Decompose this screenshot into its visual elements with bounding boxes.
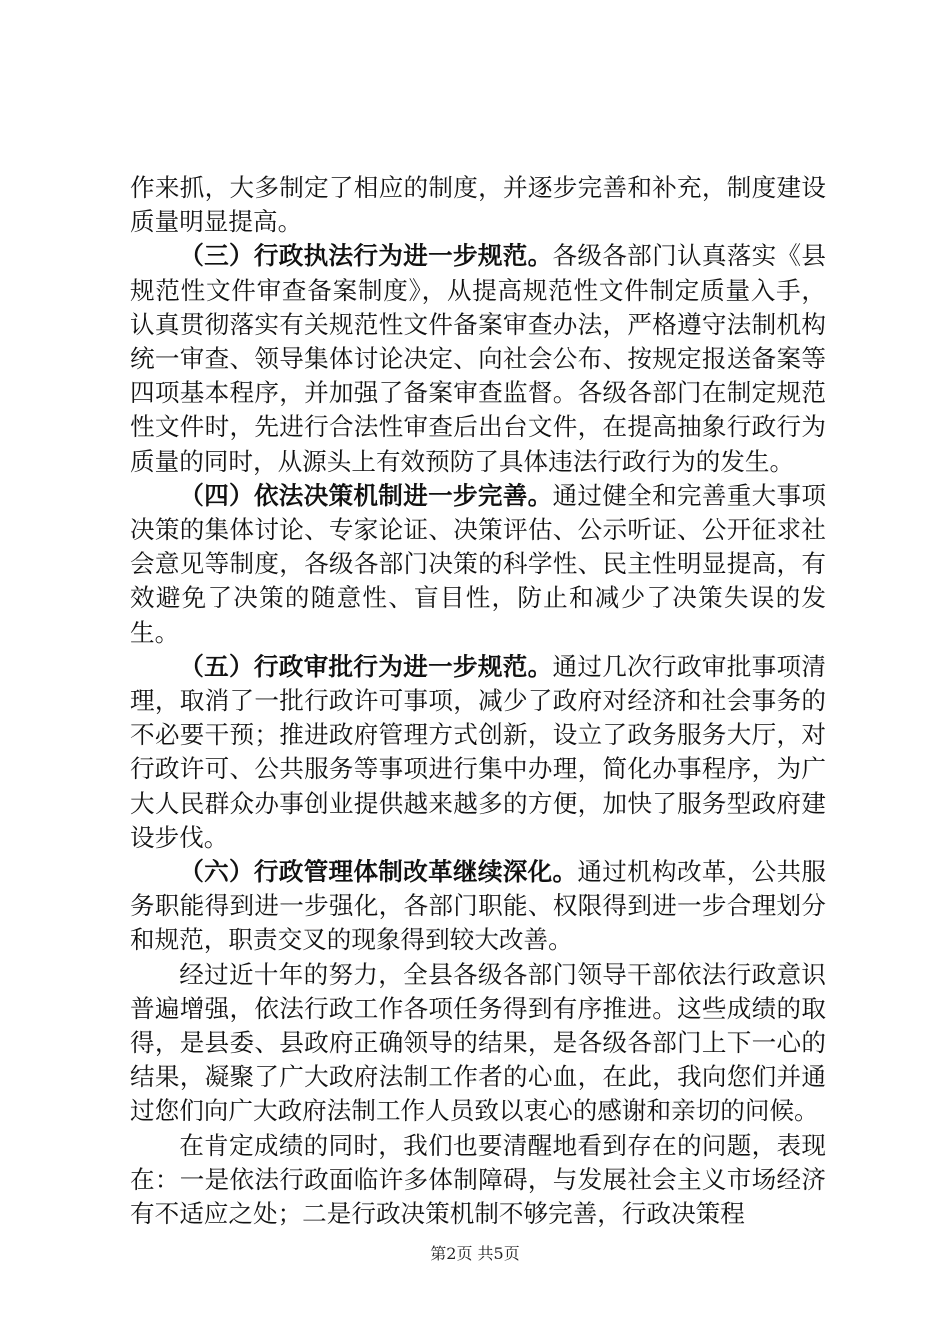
section-three-heading: （三）行政执法行为进一步规范。 — [179, 241, 553, 271]
paragraph-4 — [130, 650, 826, 855]
page-footer — [0, 1244, 950, 1264]
paragraph-6 — [130, 958, 826, 1129]
section-six-heading: （六）行政管理体制改革继续深化。 — [179, 857, 578, 887]
paragraph-3-body: 通过健全和完善重大事项决策的集体讨论、专家论证、决策评估、公示听证、公开征求社会意见等制度，各级各部门决策的科学性、民主性明显提高，有效避免了决策的随意性、盲目性，防止和减少了决策失误的发生。 — [130, 480, 826, 647]
paragraph-1 — [130, 171, 826, 239]
paragraph-6-body: 经过近十年的努力，全县各级各部门领导干部依法行政意识普遍增强，依法行政工作各项任务得到有序推进。这些成绩的取得，是县委、县政府正确领导的结果，是各级各部门上下一心的结果，凝聚了广大政府法制工作者的心血，在此，我向您们并通过您们向广大政府法制工作人员致以衷心的感谢和亲切的问候。 — [130, 959, 826, 1126]
paragraph-3 — [130, 479, 826, 650]
paragraph-4-body: 通过几次行政审批事项清理，取消了一批行政许可事项，减少了政府对经济和社会事务的不必要干预；推进政府管理方式创新，设立了政务服务大厅，对行政许可、公共服务等事项进行集中办理，简化办事程序，为广大人民群众办事创业提供越来越多的方便，加快了服务型政府建设步伐。 — [130, 651, 826, 852]
paragraph-7 — [130, 1129, 826, 1232]
paragraph-5-body: 通过机构改革，公共服务职能得到进一步强化，各部门职能、权限得到进一步合理划分和规范，职责交叉的现象得到较大改善。 — [130, 857, 826, 955]
body-text — [130, 171, 826, 1231]
page-number-label: 第2页 共5页 — [430, 1244, 520, 1263]
section-five-heading: （五）行政审批行为进一步规范。 — [179, 651, 553, 681]
paragraph-2-body: 各级各部门认真落实《县规范性文件审查备案制度》，从提高规范性文件制定质量入手，认真贯彻落实有关规范性文件备案审查办法，严格遵守法制机构统一审查、领导集体讨论决定、向社会公布、按规定报送备案等四项基本程序，并加强了备案审查监督。各级各部门在制定规范性文件时，先进行合法性审查后出台文件，在提高抽象行政行为质量的同时，从源头上有效预防了具体违法行政行为的发生。 — [130, 241, 826, 476]
paragraph-5 — [130, 855, 826, 958]
paragraph-1-body: 作来抓，大多制定了相应的制度，并逐步完善和补充，制度建设质量明显提高。 — [130, 173, 826, 237]
section-four-heading: （四）依法决策机制进一步完善。 — [179, 480, 553, 510]
paragraph-2 — [130, 239, 826, 478]
paragraph-7-body: 在肯定成绩的同时，我们也要清醒地看到存在的问题，表现在：一是依法行政面临许多体制障碍，与发展社会主义市场经济有不适应之处；二是行政决策机制不够完善，行政决策程 — [130, 1130, 826, 1229]
